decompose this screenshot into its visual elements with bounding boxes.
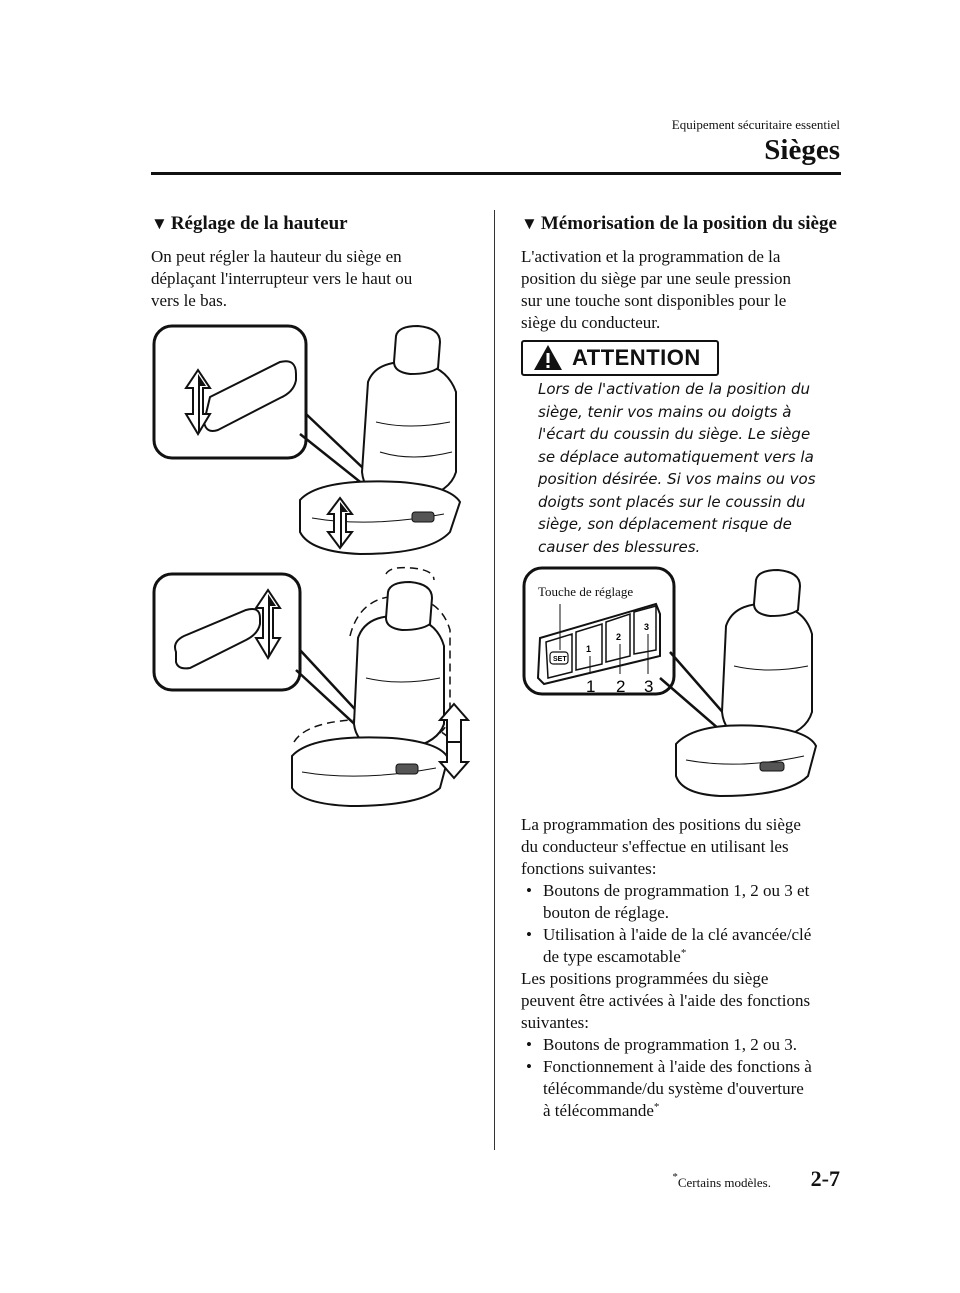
text-line: • Boutons de programmation 1, 2 ou 3 et: [543, 881, 810, 900]
text-line: position du siège par une seule pression: [521, 269, 792, 288]
text-line: déplaçant l'interrupteur vers le haut ou: [151, 269, 413, 288]
text-line: doigts sont placés sur le coussin du: [538, 492, 806, 511]
text-line: suivantes:: [521, 1013, 589, 1032]
text-line: siège, son déplacement risque de: [538, 515, 792, 533]
text-line: Les positions programmées du siège: [521, 969, 769, 988]
height-adjust-text: [151, 246, 412, 312]
button-3-label: 3: [644, 622, 650, 632]
text-line: bouton de réglage.: [543, 903, 670, 922]
bullet-item: [521, 1034, 812, 1056]
text-line: • Fonctionnement à l'aide des fonctions à: [543, 1057, 812, 1076]
text-line: • Utilisation à l'aide de la clé avancée/clé: [543, 925, 812, 944]
button-1-label: 1: [586, 644, 592, 654]
figure-callout-label: Touche de réglage: [538, 584, 634, 599]
footer-note-text: Certains modèles.: [677, 1175, 771, 1190]
callout-number-3: 3: [644, 677, 654, 696]
button-2-label: 2: [616, 632, 622, 642]
text-line: position désirée. Si vos mains ou vos: [538, 470, 816, 488]
callout-number-2: 2: [616, 677, 626, 696]
seat-height-down-figure: [150, 566, 470, 811]
text-line: On peut régler la hauteur du siège en: [151, 247, 402, 266]
text-line: se déplace automatiquement vers la: [538, 447, 814, 466]
bullet-item: [521, 924, 812, 968]
warning-triangle-icon: [532, 343, 564, 373]
page-number: 2-7: [810, 1166, 840, 1191]
text-line: du conducteur s'effectue en utilisant les: [521, 837, 789, 856]
memory-buttons-figure: [520, 566, 840, 802]
heading-height-adjust: [151, 213, 348, 235]
callout-number-1: 1: [586, 677, 596, 696]
text-line: causer des blessures.: [538, 537, 701, 556]
text-line: Lors de l'activation de la position du: [538, 380, 811, 398]
triangle-marker-icon: ▼: [151, 214, 168, 233]
text-line: siège, tenir vos mains ou doigts à: [538, 402, 792, 421]
text-line: sur une touche sont disponibles pour le: [521, 291, 787, 310]
bullet-item: [521, 1056, 812, 1122]
memory-intro-text: [521, 246, 791, 334]
header-section-title: Equipement sécuritaire essentiel: [671, 117, 840, 132]
heading-text: Mémorisation de la position du siège: [540, 213, 837, 234]
heading-text: Réglage de la hauteur: [170, 213, 348, 234]
attention-label: ATTENTION: [572, 345, 701, 370]
attention-text: [538, 378, 816, 558]
text-line: La programmation des positions du siège: [521, 815, 801, 834]
header-rule: [151, 172, 841, 175]
seat-height-up-figure: [150, 322, 470, 558]
triangle-marker-icon: ▼: [521, 214, 538, 233]
text-line: L'activation et la programmation de la: [521, 247, 781, 266]
asterisk-mark: *: [653, 1101, 660, 1113]
text-line: l'écart du coussin du siège. Le siège: [538, 425, 811, 443]
footer-note: [672, 1171, 771, 1191]
text-line: siège du conducteur.: [521, 313, 661, 332]
asterisk-mark: *: [680, 947, 687, 959]
text-line: de type escamotable*: [543, 947, 687, 966]
text-line: peuvent être activées à l'aide des fonctions: [521, 991, 811, 1010]
text-line: à télécommande*: [543, 1101, 660, 1120]
column-divider: [494, 210, 495, 1150]
heading-memory-position: [521, 213, 837, 235]
set-button-label: SET: [553, 656, 567, 663]
text-line: télécommande/du système d'ouverture: [543, 1079, 804, 1098]
page-title: Sièges: [764, 134, 840, 166]
bullet-item: [521, 880, 812, 924]
text-line: • Boutons de programmation 1, 2 ou 3.: [543, 1035, 798, 1054]
text-line: fonctions suivantes:: [521, 859, 657, 878]
asterisk-mark: *: [672, 1171, 678, 1183]
programming-text: [521, 814, 812, 1122]
text-line: vers le bas.: [151, 291, 228, 310]
